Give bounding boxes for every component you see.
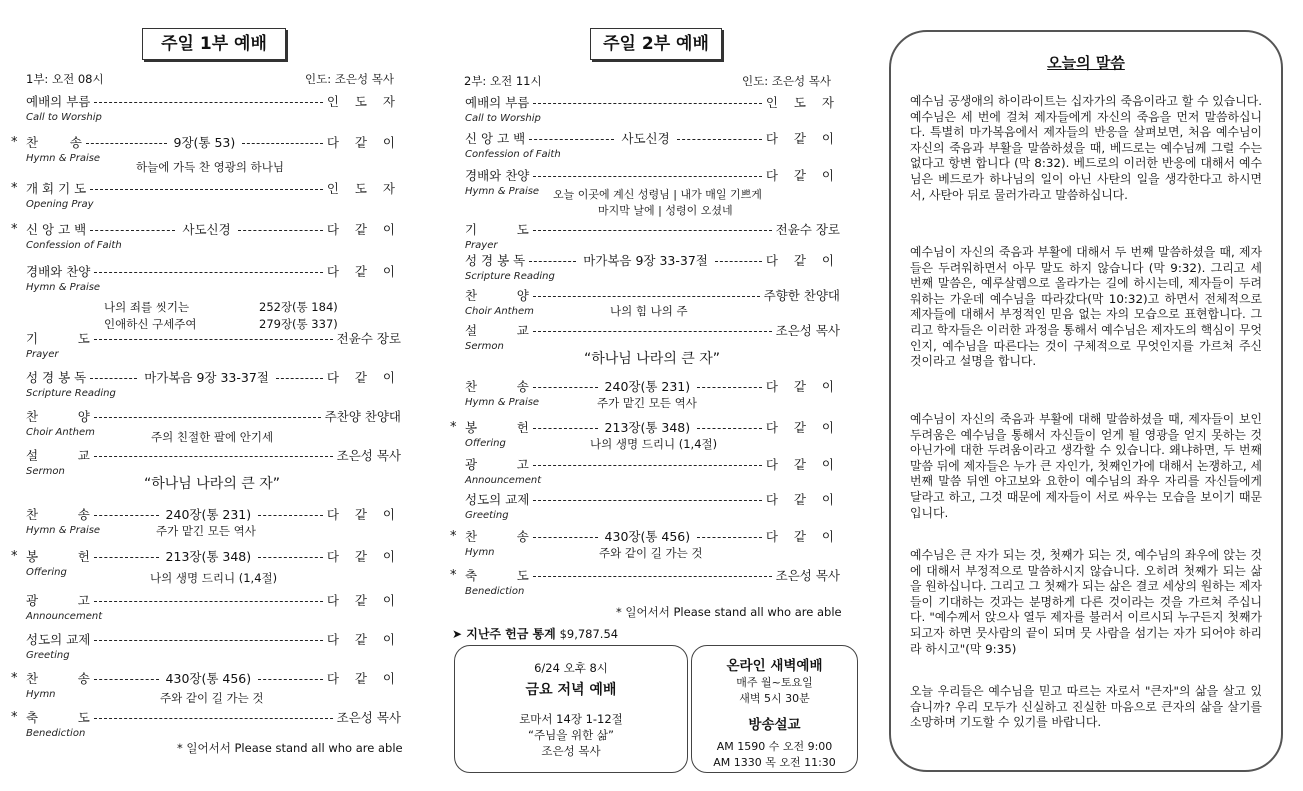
service-item: [26, 369, 401, 387]
service-item: [26, 93, 401, 111]
service-item: [465, 221, 840, 239]
item-english-label: Call to Worship: [26, 112, 102, 123]
dotted-leader: [90, 221, 175, 231]
item-leader-name: 조은성 목사: [336, 448, 401, 463]
item-label: 성도의 교제: [26, 632, 91, 647]
item-english-label: Sermon: [465, 341, 504, 352]
item-leader-name: 전윤수 장로: [775, 222, 840, 237]
item-leader-name: 다 같 이: [326, 549, 401, 564]
item-detail: 마가복음 9장 33-37절: [144, 370, 269, 385]
item-song-title: 주와 같이 길 가는 것: [599, 546, 703, 560]
dotted-leader: [529, 252, 576, 262]
required-stand-marker: *: [11, 181, 18, 196]
service-item: [450, 567, 840, 585]
item-label: 광 고: [26, 593, 90, 608]
item-song-title: 나의 생명 드리니 (1,4절): [590, 437, 718, 451]
praise-song-title: 나의 죄를 씻기는: [104, 300, 190, 314]
service-item: [11, 134, 401, 152]
service-item: [465, 94, 840, 112]
service-item: [11, 670, 401, 688]
required-stand-marker: *: [11, 549, 18, 564]
item-english-label: Hymn: [26, 689, 56, 700]
item-leader-name: 다 같 이: [765, 131, 841, 146]
item-english-label: Greeting: [465, 510, 509, 521]
item-english-label: Prayer: [465, 240, 498, 251]
dotted-leader: [94, 93, 322, 103]
dotted-leader: [94, 263, 322, 273]
dotted-leader: [533, 491, 761, 501]
item-label: 경배와 찬양: [465, 168, 530, 183]
service-item: [11, 548, 401, 566]
service2-title: 주일 2부 예배: [590, 28, 722, 60]
item-leader-name: 조은성 목사: [336, 710, 401, 725]
item-label: 축 도: [465, 568, 529, 583]
item-leader-name: 인 도 자: [765, 95, 840, 110]
service-item: [11, 709, 401, 727]
friday-preacher: 조은성 목사: [541, 744, 601, 758]
praise-song-hymn: 279장(통 337): [259, 317, 338, 331]
item-label: 찬 송: [465, 529, 529, 544]
item-label: 찬 송: [26, 135, 82, 150]
item-english-label: Hymn & Praise: [26, 525, 101, 536]
dotted-leader: [715, 252, 762, 262]
dotted-leader: [258, 548, 323, 558]
dotted-leader: [697, 419, 762, 429]
service2-leader: 인도: 조은성 목사: [742, 74, 831, 88]
dotted-leader: [533, 456, 762, 466]
item-english-label: Confession of Faith: [26, 240, 122, 251]
item-english-label: Hymn: [465, 547, 495, 558]
item-leader-name: 다 같 이: [326, 593, 401, 608]
offering-stats: [452, 625, 618, 642]
dotted-leader: [86, 134, 167, 144]
dotted-leader: [258, 506, 323, 516]
dawn-service-box: [691, 645, 858, 773]
item-leader-name: 다 같 이: [326, 507, 401, 522]
service-item: [465, 378, 840, 396]
item-leader-name: 다 같 이: [765, 420, 840, 435]
sermon-paragraph: 예수님 공생애의 하이라이트는 십자가의 죽음이라고 할 수 있습니다. 예수님은 세 번에 걸쳐 제자들에게 자신의 죽음을 먼저 말씀하십니다. 특별히 마가복음에서 제자들의 반응을 살펴보면, 처음 예수님이 자신의 죽음과 부활을 말씀하셨을 때, 베드로는 예수님께 그럴 수는 없다고 항변 합니다 (막 8:32). 베드로의 이러한 반응에 대해서 예수님은 베드로가 하나님의 일이 아닌 사탄의 일을 생각한다고 하시면서, 사탄아 뒤로 물러가라고 말씀하십니다.: [910, 94, 1262, 202]
sermon-title: “하나님 나라의 큰 자”: [144, 476, 281, 492]
offering-stats-label: ➤ 지난주 헌금 통계: [452, 627, 556, 641]
item-leader-name: 조은성 목사: [775, 323, 840, 338]
item-detail: 240장(통 231): [165, 507, 252, 522]
required-stand-marker: *: [11, 135, 18, 150]
sermon-paragraph: 예수님은 큰 자가 되는 것, 첫째가 되는 것, 예수님의 좌우에 앉는 것에 대해서 부정적으로 말씀하시지 않습니다. 오히려 첫째가 되는 삶을 원하십니다. 그리고 그 첫째가 되는 삶은 결코 세상의 원하는 제자들이 기대하는 것과는 분명하게 다른 것이라는 것을 가르쳐 주십니다. "예수께서 앉으사 열두 제자를 불러서 이르시되 누구든지 첫째가 되고자 하면 뭇사람의 끝이 되며 뭇 사람을 섬기는 자가 되어야 하리라 하시고"(막 9:35): [910, 548, 1262, 656]
item-label: 봉 헌: [465, 420, 529, 435]
sermon-paragraph: 예수님이 자신의 죽음과 부활에 대해서 두 번째 말씀하셨을 때, 제자들은 두려워하면서 아무 말도 하지 않습니다 (막 9:32). 그리고 세 번째 말씀은, 예루살렘으로 올라가는 길에 하시는데, 제자들이 두려워하는 가운데 예수님을 따라갔다(막 10:32)고 하면서 전체적으로 제자들에 대해서 부정적인 믿음 없는 자의 모습으로 표현합니다. 그리고 학자들은 이러한 과정을 통해서 예수님은 제자도의 핵심이 무엇인지, 예수님을 따른다는 것이 구체적으로 무엇인지를 가르쳐 주신 것이라고 설명을 합니다.: [910, 245, 1262, 369]
item-label: 개 회 기 도: [26, 181, 87, 196]
praise-song-title: 인애하신 구세주여: [104, 317, 197, 331]
dotted-leader: [90, 180, 323, 190]
service1-leader: 인도: 조은성 목사: [305, 72, 394, 86]
item-english-label: Hymn & Praise: [26, 282, 101, 293]
item-label: 찬 양: [26, 409, 90, 424]
item-song-title: 주와 같이 길 가는 것: [160, 691, 264, 705]
service-item: [465, 252, 840, 270]
item-label: 예배의 부름: [26, 94, 91, 109]
item-english-label: Announcement: [26, 611, 103, 622]
service-item: [26, 263, 401, 281]
item-label: 성 경 봉 독: [26, 370, 87, 385]
item-english-label: Call to Worship: [465, 113, 541, 124]
item-english-label: Greeting: [26, 650, 70, 661]
item-label: 성도의 교제: [465, 492, 530, 507]
friday-date-time: 6/24 오후 8시: [534, 661, 608, 675]
item-leader-name: 다 같 이: [765, 529, 840, 544]
dotted-leader: [677, 130, 762, 140]
dotted-leader: [533, 567, 772, 577]
stand-note: * 일어서서 Please stand all who are able: [616, 605, 842, 619]
item-label: 설 교: [465, 323, 529, 338]
offering-stats-value: $9,787.54: [559, 627, 619, 641]
item-leader-name: 다 같 이: [326, 370, 402, 385]
item-leader-name: 주찬양 찬양대: [324, 409, 401, 424]
item-detail: 213장(통 348): [604, 420, 691, 435]
item-leader-name: 조은성 목사: [775, 568, 840, 583]
dotted-leader: [533, 419, 598, 429]
service-item: [26, 506, 401, 524]
dotted-leader: [90, 369, 137, 379]
required-stand-marker: *: [11, 222, 18, 237]
item-detail: 240장(통 231): [604, 379, 691, 394]
required-stand-marker: *: [450, 420, 457, 435]
item-label: 광 고: [465, 457, 529, 472]
dotted-leader: [94, 408, 321, 418]
service-item: [26, 330, 401, 348]
dotted-leader: [94, 592, 323, 602]
sermon-paragraph: 예수님이 자신의 죽음과 부활에 대해 말씀하셨을 때, 제자들이 보인 두려움은 예수님을 통해서 자신들이 얻게 될 영광을 얻지 못하는 것 아닌가에 대한 두려움이라고 생각할 수 있습니다. 왜냐하면, 두 번째 말씀 뒤에 제자들은 누가 큰 자인가, 첫째인가에 대해서 논쟁하고, 세 번째 말씀 뒤엔 야고보와 요한이 예수님의 좌우 자리를 자신들에게 달라고 하고, 그것 때문에 제자들이 서로 싸우는 모습을 보이기 때문입니다.: [910, 412, 1262, 520]
item-detail: 마가복음 9장 33-37절: [583, 253, 708, 268]
dawn-time: 새벽 5시 30분: [739, 692, 810, 705]
service-item: [450, 419, 840, 437]
service-item: [26, 408, 401, 426]
item-english-label: Confession of Faith: [465, 149, 561, 160]
dotted-leader: [529, 130, 614, 140]
item-leader-name: 다 같 이: [765, 492, 840, 507]
item-label: 성 경 봉 독: [465, 253, 526, 268]
service-item: [465, 322, 840, 340]
dotted-leader: [533, 167, 761, 177]
item-leader-name: 인 도 자: [326, 94, 401, 109]
item-english-label: Hymn & Praise: [26, 153, 101, 164]
item-english-label: Hymn & Praise: [465, 397, 540, 408]
item-label: 찬 송: [26, 671, 90, 686]
item-song-title: 주의 친절한 팔에 안기세: [151, 430, 274, 444]
item-english-label: Announcement: [465, 475, 542, 486]
dotted-leader: [242, 134, 323, 144]
service-item: [26, 631, 401, 649]
service-item: [11, 221, 402, 239]
dotted-leader: [94, 631, 322, 641]
broadcast-am1330: AM 1330 목 오전 11:30: [713, 756, 836, 769]
item-leader-name: 다 같 이: [765, 168, 840, 183]
item-label: 봉 헌: [26, 549, 90, 564]
item-english-label: Prayer: [26, 349, 59, 360]
dotted-leader: [533, 287, 760, 297]
item-leader-name: 주향한 찬양대: [763, 288, 840, 303]
item-leader-name: 다 같 이: [326, 264, 401, 279]
dotted-leader: [276, 369, 323, 379]
dotted-leader: [697, 528, 762, 538]
service-item: [465, 167, 840, 185]
required-stand-marker: *: [11, 710, 18, 725]
item-leader-name: 다 같 이: [326, 671, 401, 686]
item-leader-name: 다 같 이: [765, 253, 841, 268]
item-label: 기 도: [465, 222, 529, 237]
item-label: 설 교: [26, 448, 90, 463]
service1-title: 주일 1부 예배: [142, 28, 286, 60]
sermon-heading: 오늘의 말씀: [1047, 54, 1125, 72]
item-label: 예배의 부름: [465, 95, 530, 110]
dotted-leader: [94, 447, 333, 457]
item-english-label: Offering: [465, 438, 506, 449]
sermon-title: “하나님 나라의 큰 자”: [584, 351, 721, 367]
dotted-leader: [533, 94, 761, 104]
praise-song-hymn: 252장(통 184): [259, 300, 338, 314]
item-label: 축 도: [26, 710, 90, 725]
item-leader-name: 인 도 자: [326, 181, 401, 196]
item-detail: 213장(통 348): [165, 549, 252, 564]
item-label: 기 도: [26, 331, 90, 346]
item-detail: 430장(통 456): [165, 671, 252, 686]
item-label: 찬 송: [26, 507, 90, 522]
item-english-label: Sermon: [26, 466, 65, 477]
item-song-title: 주가 맡긴 모든 역사: [156, 524, 256, 538]
service-item: [465, 491, 840, 509]
stand-note: * 일어서서 Please stand all who are able: [177, 741, 403, 755]
item-leader-name: 다 같 이: [765, 379, 840, 394]
item-english-label: Hymn & Praise: [465, 186, 540, 197]
service-item: [450, 528, 840, 546]
item-english-label: Choir Anthem: [465, 306, 534, 317]
praise-lyrics: 마지막 날에 | 성령이 오셨네: [598, 204, 733, 217]
item-detail: 9장(통 53): [173, 135, 236, 150]
dotted-leader: [258, 670, 323, 680]
dawn-title: 온라인 새벽예배: [726, 658, 823, 674]
item-english-label: Benediction: [26, 728, 86, 739]
dotted-leader: [533, 221, 772, 231]
item-detail: 사도신경: [621, 131, 670, 146]
dotted-leader: [533, 378, 598, 388]
item-song-title: 나의 생명 드리니 (1,4절): [150, 571, 278, 585]
item-leader-name: 다 같 이: [326, 222, 402, 237]
item-label: 경배와 찬양: [26, 264, 91, 279]
praise-lyrics: 오늘 이곳에 계신 성령님 | 내가 매일 기쁘게: [553, 188, 762, 201]
service2-time: 2부: 오전 11시: [464, 74, 542, 88]
dotted-leader: [533, 322, 772, 332]
broadcast-am1590: AM 1590 수 오전 9:00: [716, 740, 833, 753]
service-item: [465, 456, 840, 474]
dotted-leader: [94, 670, 159, 680]
item-english-label: Benediction: [465, 586, 525, 597]
item-label: 찬 양: [465, 288, 529, 303]
service-item: [26, 447, 401, 465]
dotted-leader: [238, 221, 323, 231]
item-detail: 사도신경: [182, 222, 231, 237]
item-english-label: Scripture Reading: [26, 388, 116, 399]
required-stand-marker: *: [11, 671, 18, 686]
friday-theme: “주님을 위한 삶”: [528, 728, 614, 742]
item-label: 신 앙 고 백: [465, 131, 526, 146]
required-stand-marker: *: [450, 529, 457, 544]
dotted-leader: [94, 709, 333, 719]
sermon-paragraph: 오늘 우리들은 예수님을 믿고 따르는 자로서 "큰자"의 삶을 살고 있습니까? 우리 모두가 신실하고 진실한 마음으로 큰자의 삶을 살기를 소망하며 기도할 수 있기를 바랍니다.: [910, 684, 1262, 730]
item-label: 찬 송: [465, 379, 529, 394]
dotted-leader: [94, 548, 159, 558]
service-item: [11, 180, 401, 198]
dotted-leader: [533, 528, 598, 538]
item-english-label: Scripture Reading: [465, 271, 555, 282]
service-item: [465, 130, 840, 148]
sermon-panel: [889, 30, 1283, 772]
dotted-leader: [697, 378, 762, 388]
item-leader-name: 전윤수 장로: [336, 331, 401, 346]
item-leader-name: 다 같 이: [326, 632, 401, 647]
item-leader-name: 다 같 이: [326, 135, 401, 150]
friday-title: 금요 저녁 예배: [525, 682, 617, 698]
item-english-label: Offering: [26, 567, 67, 578]
friday-scripture: 로마서 14장 1-12절: [519, 712, 623, 726]
item-leader-name: 다 같 이: [765, 457, 840, 472]
dawn-days: 매주 월~토요일: [736, 676, 813, 689]
item-song-title: 나의 힘 나의 주: [610, 304, 688, 318]
required-stand-marker: *: [450, 568, 457, 583]
broadcast-title: 방송설교: [748, 717, 801, 733]
item-english-label: Choir Anthem: [26, 427, 95, 438]
item-song-title: 하늘에 가득 찬 영광의 하나님: [136, 160, 284, 174]
item-label: 신 앙 고 백: [26, 222, 87, 237]
service-item: [26, 592, 401, 610]
dotted-leader: [94, 506, 159, 516]
item-detail: 430장(통 456): [604, 529, 691, 544]
service1-time: 1부: 오전 08시: [26, 72, 104, 86]
friday-service-box: [454, 645, 688, 773]
item-song-title: 주가 맡긴 모든 역사: [597, 396, 697, 410]
item-english-label: Opening Pray: [26, 199, 94, 210]
